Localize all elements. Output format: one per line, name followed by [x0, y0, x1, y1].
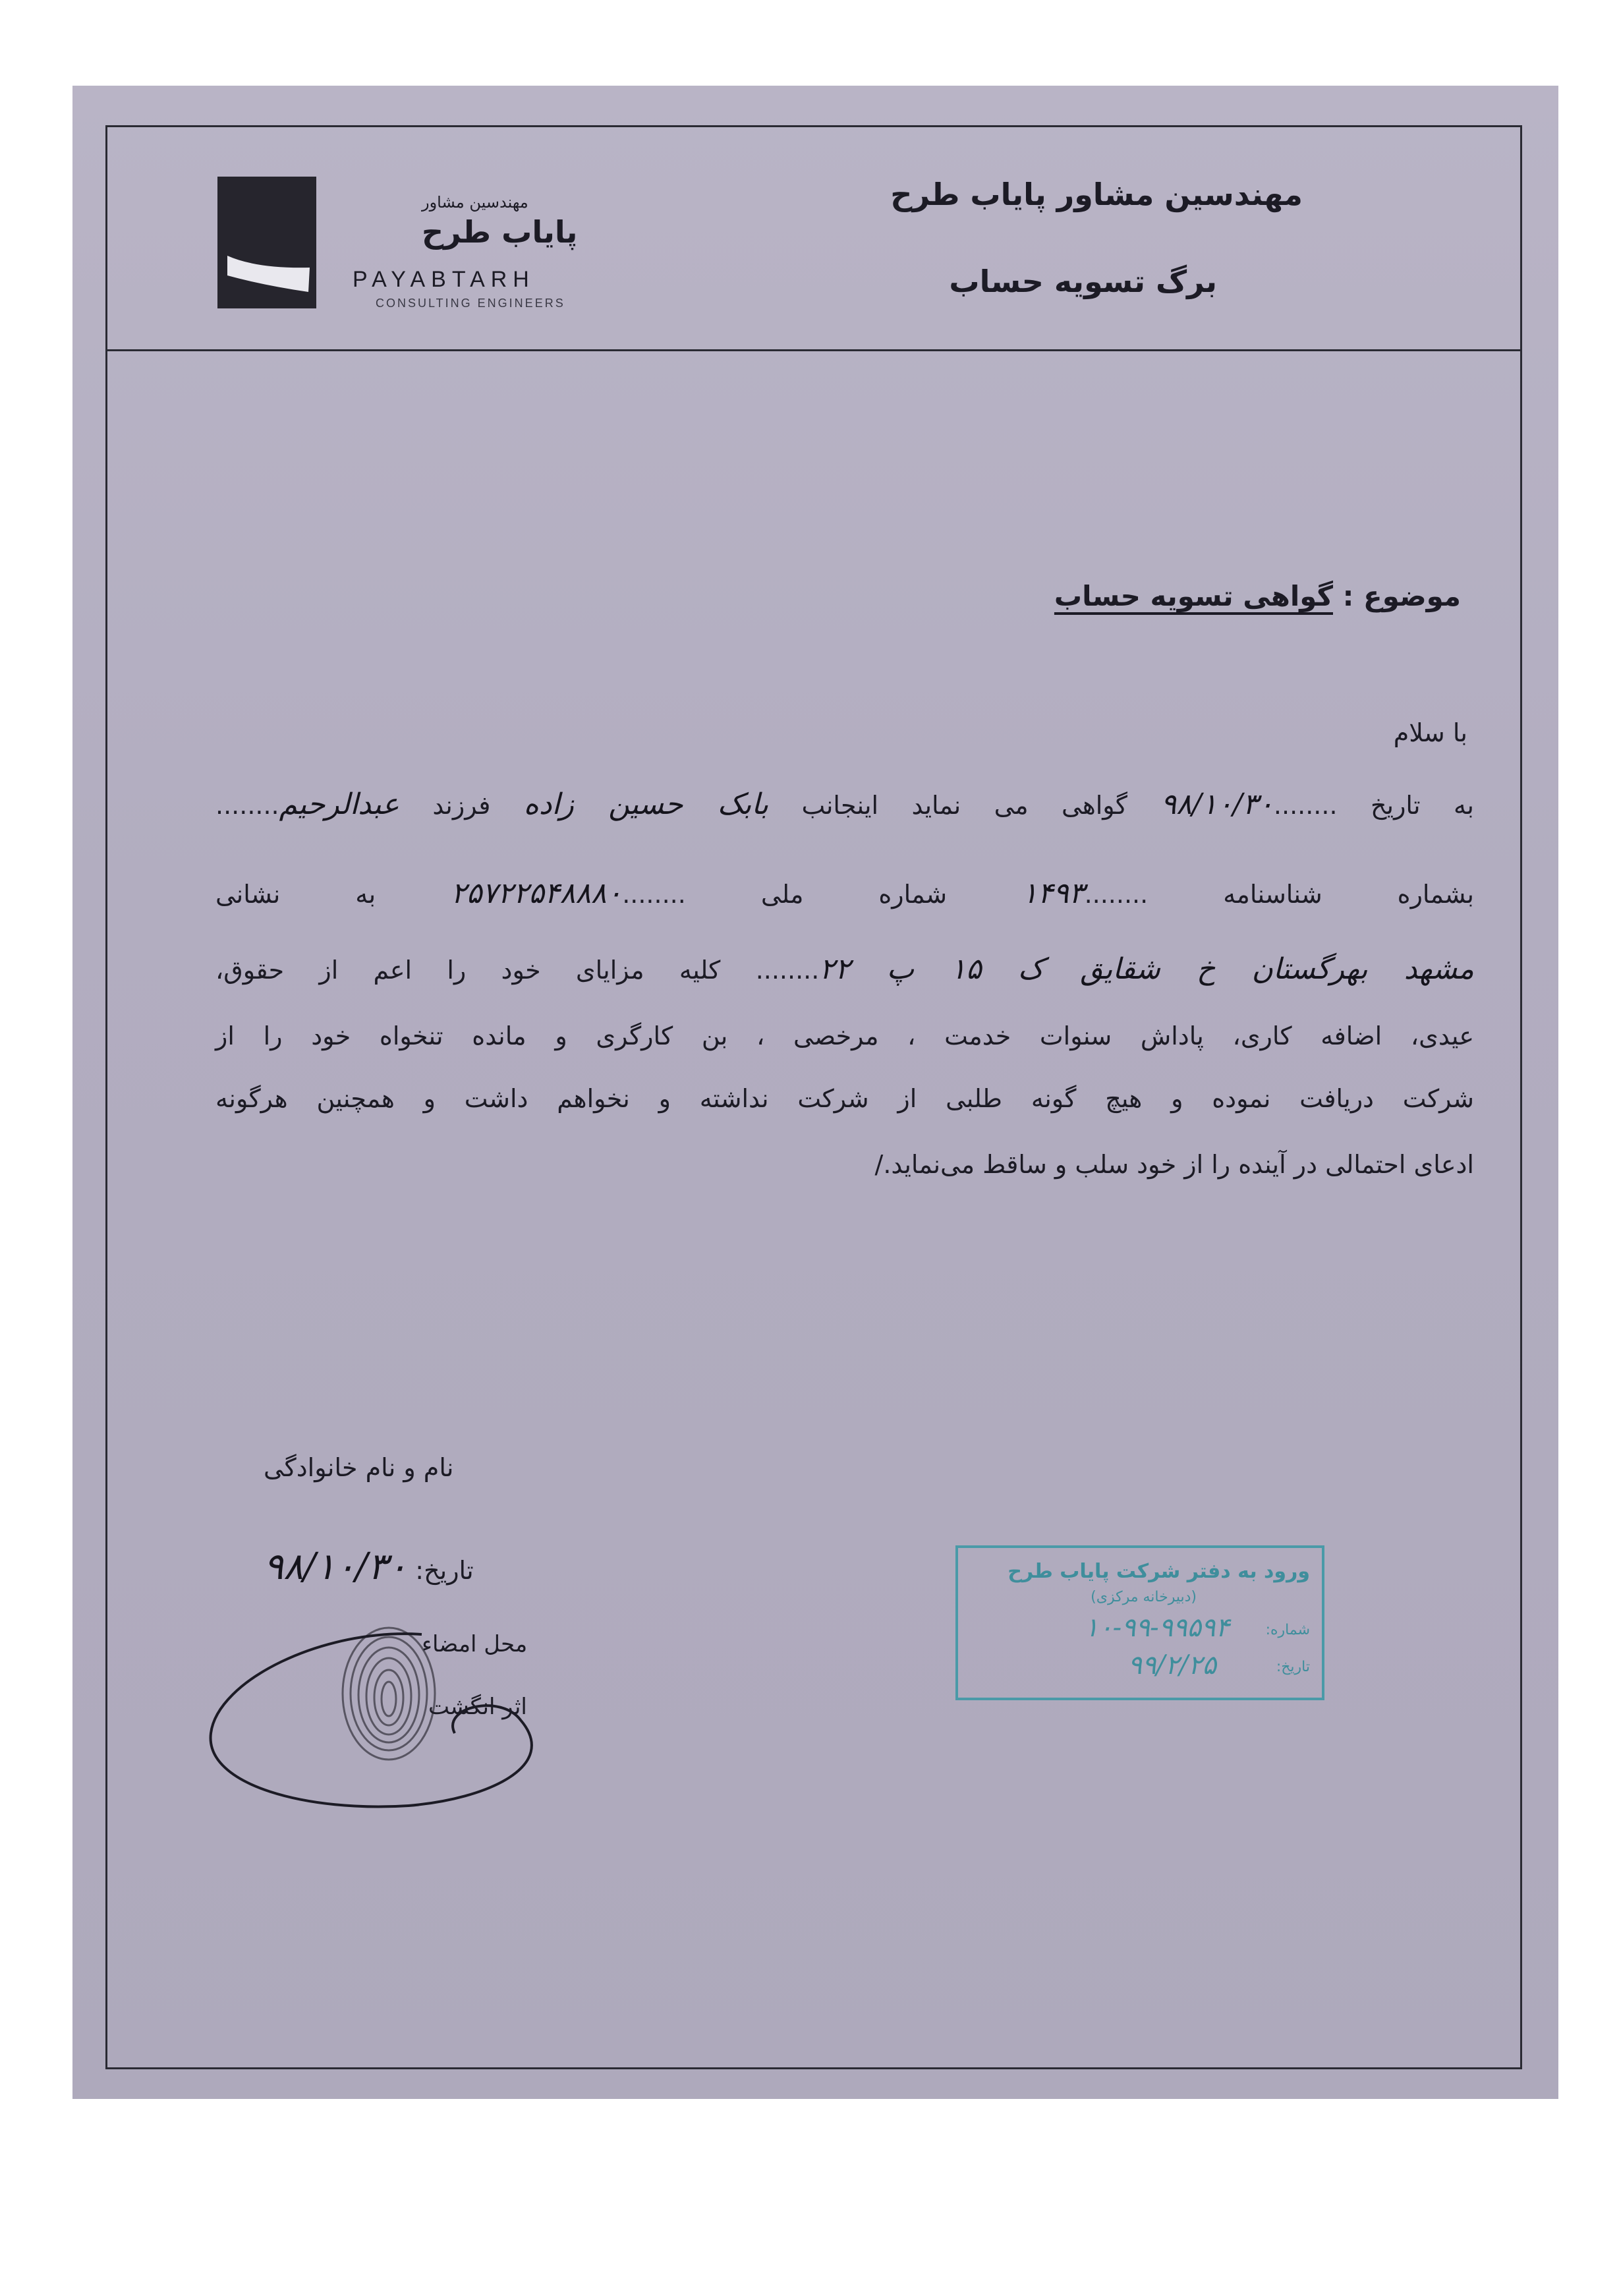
body-line-6: ادعای احتمالی در آینده را از خود سلب و ساقط می‌نماید./ — [874, 1150, 1474, 1179]
stamp-date-label: تاریخ: — [1276, 1659, 1310, 1675]
handwritten-date: ۹۸/۱۰/۳۰ — [1160, 788, 1274, 821]
date-label: تاریخ: — [415, 1556, 474, 1585]
dotted-fill: ........ — [622, 880, 686, 909]
handwritten-address: مشهد بهرگستان خ شقایق ک ۱۵ پ ۲۲ — [819, 952, 1474, 986]
subject-label: موضوع : — [1342, 580, 1461, 612]
logo-name-en: PAYABTARH — [353, 267, 535, 292]
stamp-number-label: شماره: — [1265, 1622, 1310, 1638]
dotted-fill: ........ — [215, 791, 279, 820]
body-line-2 — [215, 876, 1474, 910]
form-title: برگ تسویه حساب — [949, 264, 1217, 299]
logo-subtitle-fa: مهندسین مشاور — [422, 193, 528, 212]
text-certify: گواهی می نماید اینجانب — [801, 791, 1128, 820]
subject-line — [1054, 580, 1461, 612]
handwritten-national-id: ۲۵۷۲۲۵۴۸۸۸۰ — [451, 876, 623, 910]
thumbprint-icon — [343, 1628, 435, 1760]
dotted-fill: ........ — [1084, 880, 1149, 909]
logo-subtitle-en: CONSULTING ENGINEERS — [376, 297, 565, 310]
body-line-3 — [215, 952, 1474, 986]
handwritten-father-name: عبدالرحیم — [279, 788, 399, 821]
stamp-subtitle: (دبیرخانه مرکزی) — [1091, 1589, 1197, 1605]
signature-place-label: محل امضاء — [422, 1631, 528, 1657]
stamp-date-value: ۹۹/۲/۲۵ — [1127, 1650, 1216, 1680]
text-date-intro: به تاریخ — [1370, 791, 1474, 820]
logo-mark-icon — [217, 177, 316, 308]
subject-value: گواهی تسویه حساب — [1054, 580, 1333, 612]
name-label: نام و نام خانوادگی — [264, 1453, 454, 1482]
header-divider — [105, 349, 1522, 351]
text-national-id: شماره ملی — [760, 880, 948, 909]
registry-stamp — [955, 1545, 1324, 1700]
company-logo — [217, 177, 316, 308]
text-address-intro: به نشانی — [215, 880, 376, 909]
dotted-fill: ........ — [755, 956, 820, 985]
date-field — [264, 1545, 474, 1588]
text-benefits: کلیه مزایای خود را اعم از حقوق، — [215, 956, 721, 985]
dotted-fill: ........ — [1273, 791, 1338, 820]
logo-name-fa: پایاب طرح — [422, 214, 578, 250]
greeting: با سلام — [1393, 718, 1467, 747]
text-child-of: فرزند — [432, 791, 491, 820]
stamp-number-value: ۱۰-۹۹-۹۹۵۹۴ — [1084, 1613, 1230, 1643]
handwritten-id-number: ۱۴۹۳ — [1022, 876, 1085, 910]
stamp-title: ورود به دفتر شرکت پایاب طرح — [1008, 1560, 1310, 1583]
body-line-4: عیدی، اضافه کاری، پاداش سنوات خدمت ، مرخصی ، بن کارگری و مانده تنخواه خود را از — [215, 1021, 1474, 1050]
body-line-5: شرکت دریافت نموده و هیچ گونه طلبی از شرکت نداشته و نخواهم داشت و همچنین هرگونه — [215, 1084, 1474, 1113]
thumbprint-label: اثر انگشت — [428, 1694, 527, 1720]
company-name: مهندسین مشاور پایاب طرح — [890, 177, 1303, 212]
handwritten-name: بابک حسین زاده — [523, 788, 769, 821]
body-line-1 — [215, 788, 1474, 821]
handwritten-signature-date: ۹۸/۱۰/۳۰ — [264, 1545, 408, 1588]
text-id-number: بشماره شناسنامه — [1223, 880, 1474, 909]
